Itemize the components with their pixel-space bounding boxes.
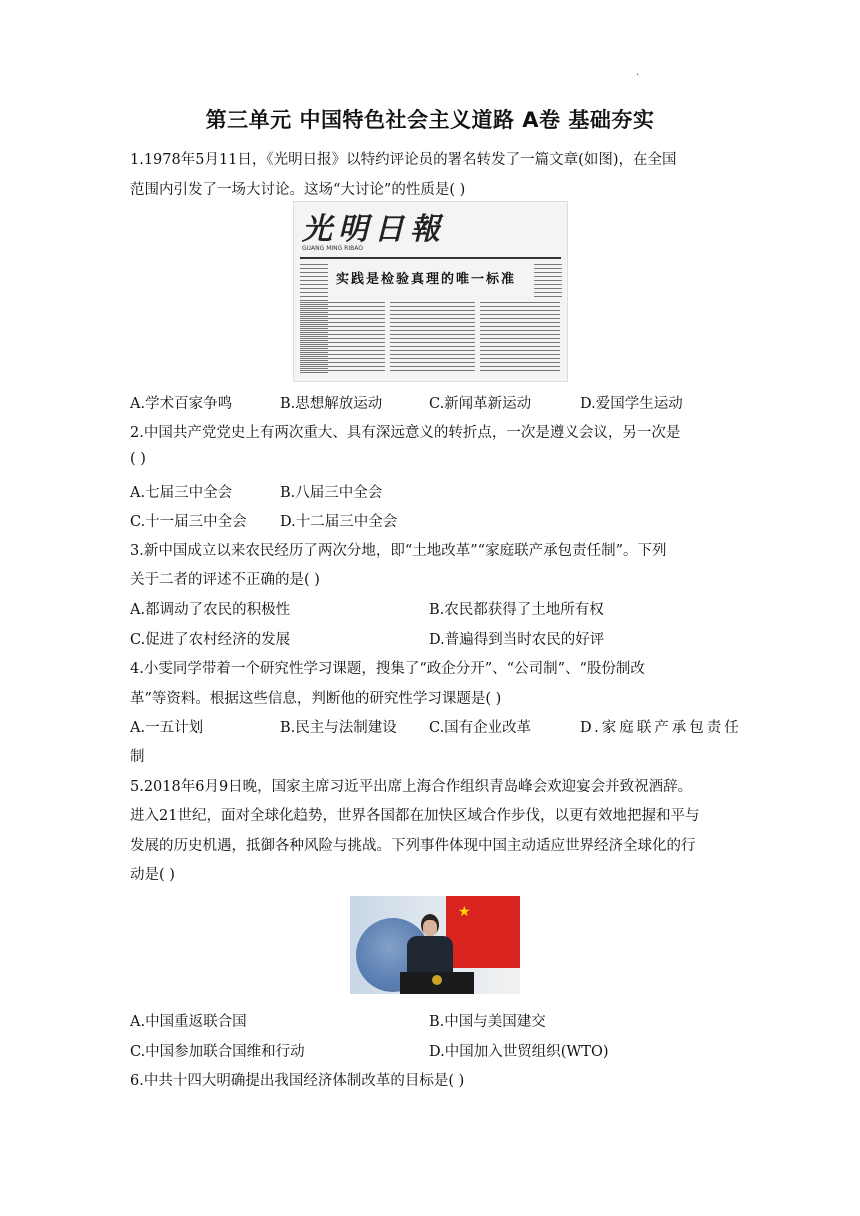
q3-line-1: 3.新中国成立以来农民经历了两次分地，即“土地改革”“家庭联产承包责任制”。下列: [130, 543, 667, 559]
national-emblem-icon: [432, 975, 442, 985]
newspaper-subtitle: GUANG MING RIBAO: [302, 245, 363, 252]
q3-option-a: A.都调动了农民的积极性: [130, 602, 291, 618]
q5-option-a: A.中国重返联合国: [130, 1014, 247, 1030]
q6-line-1: 6.中共十四大明确提出我国经济体制改革的目标是( ): [130, 1073, 465, 1089]
q1-option-c: C.新闻革新运动: [429, 396, 532, 412]
q2-line-1: 2.中国共产党党史上有两次重大、具有深远意义的转折点，一次是遵义会议，另一次是: [130, 425, 681, 441]
q3-line-2: 关于二者的评述不正确的是( ): [130, 572, 320, 588]
q5-option-c: C.中国参加联合国维和行动: [130, 1044, 305, 1060]
q4-line-2: 革”等资料。根据这些信息，判断他的研究性学习课题是( ): [130, 691, 502, 707]
q3-option-b: B.农民都获得了土地所有权: [429, 602, 604, 618]
newspaper-image: [293, 201, 568, 382]
q5-line-4: 动是( ): [130, 867, 175, 883]
q4-option-a: A.一五计划: [130, 720, 204, 736]
newspaper-headline: 实践是检验真理的唯一标准: [336, 272, 517, 287]
q1-option-d: D.爱国学生运动: [580, 396, 683, 412]
newspaper-text-column: [534, 264, 562, 300]
q1-option-b: B.思想解放运动: [280, 396, 383, 412]
q3-option-d: D.普遍得到当时农民的好评: [429, 632, 605, 648]
q2-option-d: D.十二届三中全会: [280, 514, 398, 530]
q4-option-b: B.民主与法制建设: [280, 720, 397, 736]
q4-option-c: C.国有企业改革: [429, 720, 532, 736]
newspaper-masthead: 光明日報: [302, 212, 446, 247]
q1-line-1: 1.1978年5月11日，《光明日报》以特约评论员的署名转发了一篇文章(如图)，在全国: [130, 152, 677, 168]
q5-line-3: 发展的历史机遇，抵御各种风险与挑战。下列事件体现中国主动适应世界经济全球化的行: [130, 838, 696, 854]
q5-option-d: D.中国加入世贸组织(WTO): [429, 1044, 609, 1060]
newspaper-text-column: [480, 302, 560, 374]
q3-option-c: C.促进了农村经济的发展: [130, 632, 291, 648]
newspaper-text-column: [300, 302, 385, 374]
summit-photo: [350, 896, 520, 994]
q2-option-b: B.八届三中全会: [280, 485, 383, 501]
newspaper-rule: [300, 257, 561, 259]
q5-option-b: B.中国与美国建交: [429, 1014, 546, 1030]
q1-option-a: A.学术百家争鸣: [130, 396, 233, 412]
flag-star-icon: ★: [458, 904, 471, 920]
page-title: 第三单元 中国特色社会主义道路 A卷 基础夯实: [205, 108, 655, 132]
newspaper-text-column: [390, 302, 475, 374]
q4-option-d: D.家庭联产承包责任: [580, 720, 742, 736]
q4-line-1: 4.小雯同学带着一个研究性学习课题，搜集了“政企分开”、“公司制”、“股份制改: [130, 661, 645, 677]
q2-line-2: ( ): [130, 451, 146, 467]
speaker-face: [423, 920, 437, 936]
q5-line-2: 进入21世纪，面对全球化趋势，世界各国都在加快区域合作步伐，以更有效地把握和平与: [130, 808, 700, 824]
header-dot: ·: [636, 70, 640, 81]
q5-line-1: 5.2018年6月9日晚，国家主席习近平出席上海合作组织青岛峰会欢迎宴会并致祝酒辞。: [130, 779, 693, 795]
q2-option-a: A.七届三中全会: [130, 485, 233, 501]
q4-option-d-wrap: 制: [130, 749, 145, 765]
q1-line-2: 范围内引发了一场大讨论。这场“大讨论”的性质是( ): [130, 182, 466, 198]
q2-option-c: C.十一届三中全会: [130, 514, 247, 530]
